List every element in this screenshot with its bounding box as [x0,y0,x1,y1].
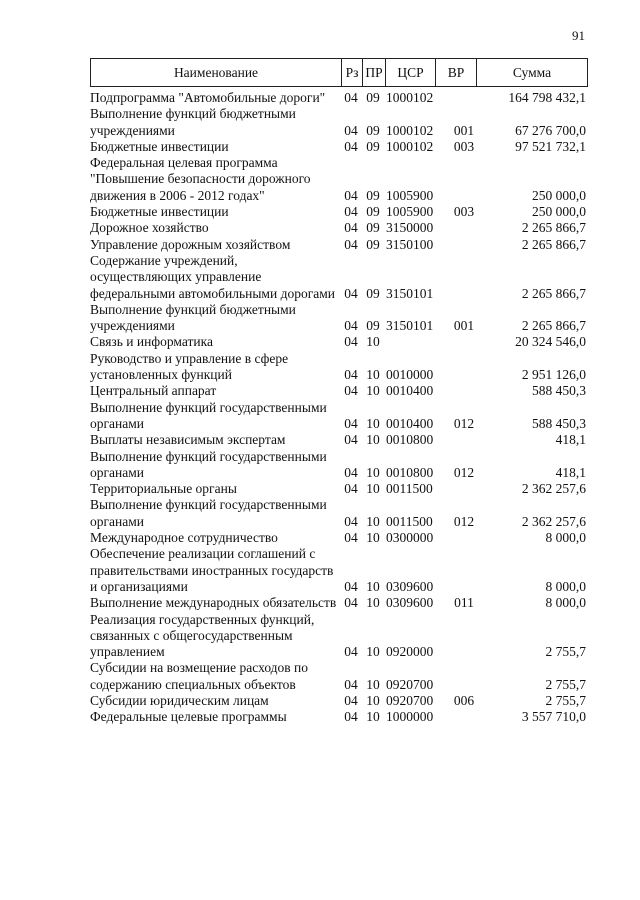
cell-csr: 0010400 [386,415,434,431]
cell-pr: 10 [366,513,380,529]
cell-pr: 10 [366,709,380,725]
cell-name: Федеральная целевая программа "Повышение безопасности дорожного движения в 2006 - 2012 годах" [90,155,311,203]
table-row [90,612,588,661]
table-row [90,693,588,709]
cell-name: Субсидии юридическим лицам [90,692,269,708]
cell-name: Выполнение функций бюджетными учреждениями [90,301,296,334]
cell-csr: 0309600 [386,595,434,611]
cell-csr: 1000102 [386,122,434,138]
cell-name: Подпрограмма "Автомобильные дороги" [90,90,326,105]
cell-csr: 1005900 [386,204,434,220]
cell-rz: 04 [344,513,358,529]
header-pr: ПР [365,65,383,80]
table-row [90,253,588,302]
cell-sum: 2 755,7 [545,692,586,708]
cell-csr: 0010400 [386,383,434,399]
cell-name: Бюджетные инвестиции [90,138,229,154]
cell-pr: 10 [366,692,380,708]
cell-sum: 2 951 126,0 [521,367,586,383]
cell-pr: 10 [366,415,380,431]
cell-name: Содержание учреждений, осуществляющих управление федеральными автомобильными дорогами [90,252,335,301]
cell-pr: 09 [366,90,380,105]
cell-vr: 012 [453,415,475,431]
table-header [90,58,588,87]
header-vr: ВР [447,65,465,80]
cell-rz: 04 [344,236,358,252]
cell-rz: 04 [344,578,358,594]
cell-pr: 09 [366,122,380,138]
table-row [90,432,588,448]
cell-name: Выполнение международных обязательств [90,595,337,611]
cell-rz: 04 [344,415,358,431]
cell-csr: 1000102 [386,90,434,105]
cell-rz: 04 [344,481,358,497]
cell-sum: 2 265 866,7 [521,220,586,236]
cell-csr: 0010000 [386,367,434,383]
cell-sum: 2 265 866,7 [521,236,586,252]
cell-sum: 97 521 732,1 [515,138,586,154]
cell-name: Центральный аппарат [90,383,217,399]
cell-sum: 588 450,3 [532,415,586,431]
cell-pr: 10 [366,578,380,594]
cell-sum: 8 000,0 [545,530,586,546]
cell-name: Международное сотрудничество [90,530,278,546]
cell-sum: 3 557 710,0 [521,709,586,725]
cell-vr: 001 [453,122,475,138]
table-row [90,155,588,204]
cell-name: Федеральные целевые программы [90,709,287,725]
cell-sum: 8 000,0 [545,595,586,611]
cell-rz: 04 [344,709,358,725]
cell-csr: 0010800 [386,464,434,480]
cell-csr: 3150000 [386,220,434,236]
cell-pr: 10 [366,481,380,497]
cell-name: Реализация государственных функций, связанных с общегосударственным управлением [90,611,315,660]
table-row [90,660,588,693]
cell-sum: 2 755,7 [545,676,586,692]
cell-csr: 0920700 [386,676,434,692]
cell-rz: 04 [344,285,358,301]
cell-sum: 418,1 [555,464,586,480]
cell-name: Субсидии на возмещение расходов по содержанию специальных объектов [90,660,309,692]
cell-sum: 2 755,7 [545,644,586,660]
cell-csr: 1000102 [386,138,434,154]
cell-pr: 10 [366,334,380,350]
cell-sum: 418,1 [555,432,586,448]
cell-name: Бюджетные инвестиции [90,204,229,220]
table-row [90,302,588,335]
header-csr: ЦСР [397,65,424,80]
cell-rz: 04 [344,692,358,708]
cell-rz: 04 [344,318,358,334]
table-row [90,400,588,433]
cell-vr: 012 [453,464,475,480]
header-name: Наименование [173,65,259,80]
cell-csr: 0011500 [386,513,433,529]
cell-csr: 0920000 [386,644,434,660]
table-row [90,220,588,236]
table-row [90,351,588,384]
cell-name: Территориальные органы [90,481,237,497]
table-row [90,546,588,595]
cell-sum: 588 450,3 [532,383,586,399]
header-rz: Рз [345,65,359,80]
cell-name: Связь и информатика [90,334,213,350]
cell-rz: 04 [344,90,358,105]
cell-pr: 10 [366,676,380,692]
cell-pr: 09 [366,285,380,301]
cell-name: Руководство и управление в сфере установленных функций [90,350,289,383]
cell-name: Выполнение функций государственными органами [90,448,327,480]
cell-pr: 10 [366,595,380,611]
table-row [90,204,588,220]
cell-name: Выполнение функций государственными органами [90,497,327,529]
page-number: 91 [572,28,585,43]
cell-csr: 3150101 [386,285,434,301]
cell-rz: 04 [344,432,358,448]
cell-rz: 04 [344,530,358,546]
cell-csr: 0010800 [386,432,434,448]
cell-name: Управление дорожным хозяйством [90,236,291,252]
cell-rz: 04 [344,644,358,660]
cell-csr: 1000000 [386,709,434,725]
cell-csr: 0300000 [386,530,434,546]
cell-pr: 10 [366,644,380,660]
cell-vr: 001 [453,318,475,334]
cell-pr: 09 [366,138,380,154]
cell-pr: 09 [366,204,380,220]
cell-sum: 2 362 257,6 [521,481,586,497]
cell-name: Дорожное хозяйство [90,220,209,236]
table-row [90,497,588,530]
cell-rz: 04 [344,138,358,154]
cell-vr: 003 [453,204,475,220]
table-row [90,481,588,497]
cell-sum: 2 265 866,7 [521,285,586,301]
cell-sum: 20 324 546,0 [515,334,586,350]
cell-rz: 04 [344,220,358,236]
cell-pr: 09 [366,318,380,334]
cell-vr: 012 [453,513,475,529]
cell-name: Выполнение функций бюджетными учреждениями [90,106,296,138]
cell-sum: 164 798 432,1 [508,90,586,105]
table-row [90,383,588,399]
cell-sum: 250 000,0 [532,204,586,220]
cell-pr: 10 [366,367,380,383]
cell-sum: 2 265 866,7 [521,318,586,334]
cell-rz: 04 [344,187,358,203]
cell-rz: 04 [344,383,358,399]
cell-pr: 09 [366,187,380,203]
budget-table [90,58,588,726]
table-row [90,90,588,106]
table-body [90,90,588,726]
cell-name: Обеспечение реализации соглашений с правительствами иностранных государств и организациями [90,546,334,594]
cell-sum: 8 000,0 [545,578,586,594]
cell-sum: 2 362 257,6 [521,513,586,529]
table-row [90,449,588,482]
cell-vr: 006 [453,692,475,708]
cell-csr: 0920700 [386,692,434,708]
table-row [90,237,588,253]
cell-rz: 04 [344,595,358,611]
cell-rz: 04 [344,464,358,480]
cell-pr: 10 [366,530,380,546]
cell-sum: 67 276 700,0 [515,122,586,138]
cell-name: Выплаты независимым экспертам [90,432,286,448]
cell-pr: 10 [366,464,380,480]
cell-rz: 04 [344,204,358,220]
cell-pr: 10 [366,432,380,448]
cell-rz: 04 [344,676,358,692]
cell-rz: 04 [344,367,358,383]
cell-rz: 04 [344,334,358,350]
table-row [90,709,588,725]
cell-sum: 250 000,0 [532,187,586,203]
cell-pr: 10 [366,383,380,399]
cell-name: Выполнение функций государственными органами [90,399,327,431]
cell-pr: 09 [366,220,380,236]
cell-csr: 3150100 [386,236,434,252]
table-row [90,595,588,611]
table-row [90,530,588,546]
table-row [90,139,588,155]
cell-pr: 09 [366,236,380,252]
table-row [90,334,588,350]
cell-csr: 0011500 [386,481,433,497]
cell-csr: 3150101 [386,318,434,334]
table-row [90,106,588,139]
cell-vr: 011 [454,595,474,611]
cell-csr: 0309600 [386,578,434,594]
header-sum: Сумма [512,65,552,80]
cell-csr: 1005900 [386,187,434,203]
cell-vr: 003 [453,138,475,154]
cell-rz: 04 [344,122,358,138]
